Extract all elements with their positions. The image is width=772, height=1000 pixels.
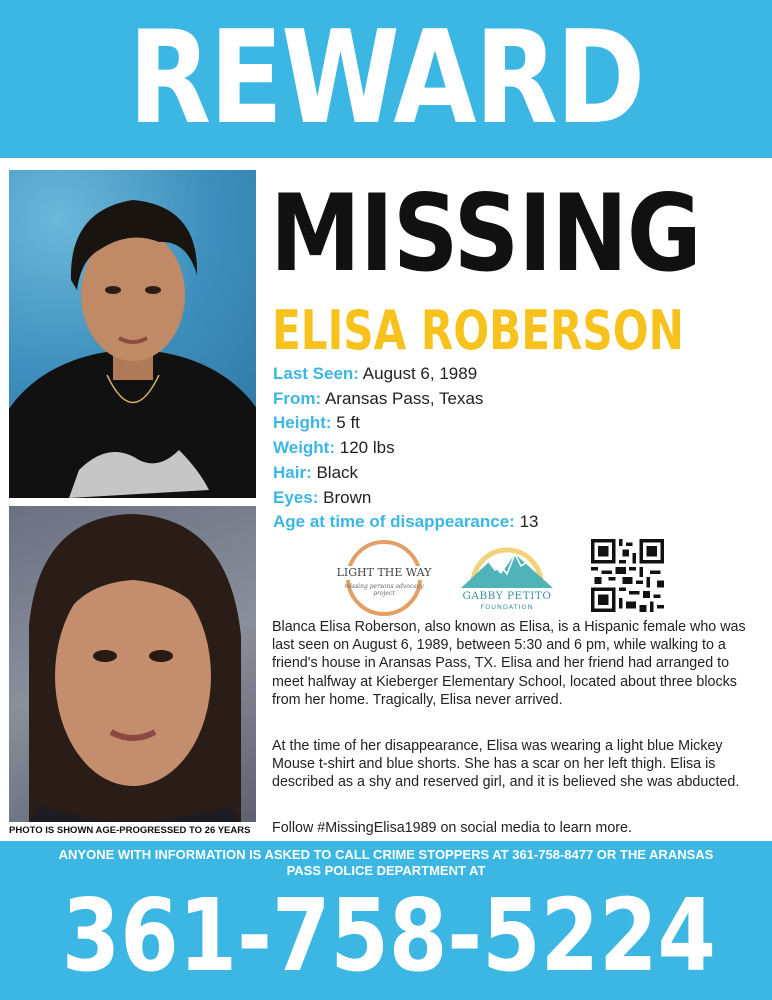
ltw-title: LIGHT THE WAY — [332, 566, 436, 580]
reward-title: REWARD — [128, 4, 644, 153]
photo-caption: PHOTO IS SHOWN AGE-PROGRESSED TO 26 YEARS — [9, 825, 251, 836]
contact-note: ANYONE WITH INFORMATION IS ASKED TO CALL CRIME STOPPERS AT 361-758-8477 OR THE ARANSAS PASS POLICE DEPARTMENT AT — [58, 847, 714, 878]
mountain-sun-icon — [455, 540, 559, 592]
light-the-way-logo — [336, 540, 432, 620]
facts-list — [273, 362, 539, 535]
follow-hashtag-text: Follow #MissingElisa1989 on social media to learn more. — [272, 820, 632, 836]
fact-hair: Hair: Black — [273, 462, 359, 482]
police-phone-number[interactable]: 361-758-5224 — [61, 877, 716, 994]
age-progressed-photo — [9, 506, 256, 822]
gp-name: GABBY PETITO — [462, 590, 552, 602]
childhood-photo — [9, 170, 256, 498]
gp-subtitle: FOUNDATION — [480, 603, 534, 611]
qr-code-icon[interactable] — [591, 539, 664, 612]
clothing-paragraph: At the time of her disappearance, Elisa was wearing a light blue Mickey Mouse t-shirt and blue shorts. She has a scar on her left thigh. Elisa is described as a shy and reserved girl, and it is believed she was abducted. — [272, 738, 740, 791]
description-paragraph: Blanca Elisa Roberson, also known as Elisa, is a Hispanic female who was last seen on August 6, 1989, between 5:30 and 6 pm, while walking to a friend's house in Aransas Pass, TX. Elisa and her friend had arranged to meet halfway at Kieberger Elementary School, located about three blocks from her home. Tragically, Elisa never arrived. — [272, 619, 746, 708]
fact-age: Age at time of disappearance: 13 — [273, 512, 539, 532]
gabby-petito-foundation-logo — [455, 540, 559, 612]
missing-person-name: ELISA ROBERSON — [272, 299, 684, 362]
fact-eyes: Eyes: Brown — [273, 487, 372, 507]
fact-from: From: Aransas Pass, Texas — [273, 388, 484, 408]
fact-last-seen: Last Seen: August 6, 1989 — [273, 364, 478, 383]
fact-height: Height: 5 ft — [273, 413, 360, 433]
fact-weight: Weight: 120 lbs — [273, 438, 395, 458]
ltw-subtitle: missing persons advocacy project — [344, 583, 424, 597]
missing-heading: MISSING — [270, 172, 701, 295]
